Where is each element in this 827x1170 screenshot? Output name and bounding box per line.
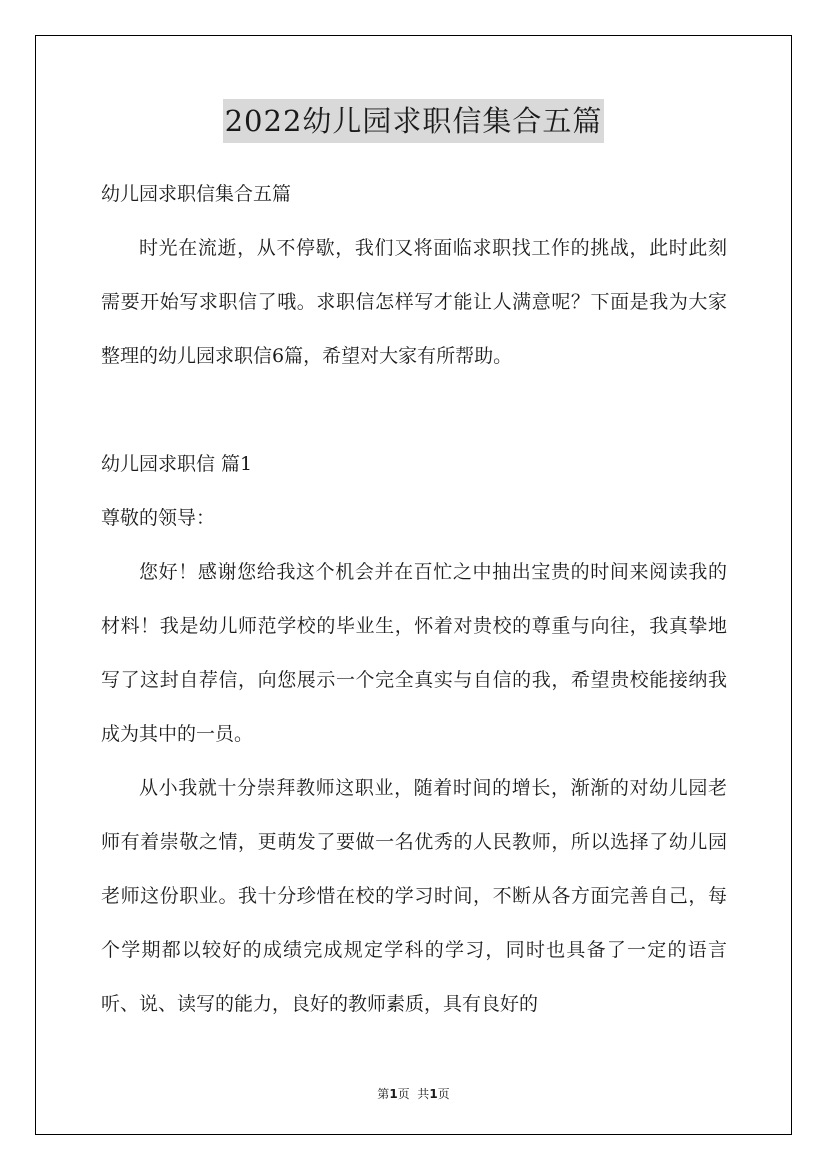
footer-page-number: 1: [389, 1087, 398, 1101]
footer-middle: 页 共: [397, 1087, 430, 1101]
footer-suffix: 页: [437, 1087, 450, 1101]
footer-prefix: 第: [377, 1087, 390, 1101]
section-heading: 幼儿园求职信 篇1: [101, 453, 253, 475]
intro-paragraph: 时光在流逝，从不停歇，我们又将面临求职找工作的挑战，此时此刻需要开始写求职信了哦。求职信怎样写才能让人满意呢？下面是我为大家整理的幼儿园求职信6篇，希望对大家有所帮助。: [101, 237, 727, 367]
body-paragraph-2: 从小我就十分崇拜教师这职业，随着时间的增长，渐渐的对幼儿园老师有着崇敬之情，更萌发了要做一名优秀的人民教师，所以选择了幼儿园老师这份职业。我十分珍惜在校的学习时间，不断从各方面完善自己，每个学期都以较好的成绩完成规定学科的学习，同时也具备了一定的语言听、说、读写的能力，良好的教师素质，具有良好的: [101, 777, 727, 1015]
footer-total-pages: 1: [429, 1087, 438, 1101]
body-paragraph-1: 您好！感谢您给我这个机会并在百忙之中抽出宝贵的时间来阅读我的材料！我是幼儿师范学校的毕业生，怀着对贵校的尊重与向往，我真挚地写了这封自荐信，向您展示一个完全真实与自信的我，希望贵校能接纳我成为其中的一员。: [101, 561, 727, 745]
document-subtitle: 幼儿园求职信集合五篇: [101, 183, 292, 205]
salutation: 尊敬的领导：: [101, 507, 216, 529]
title-wrap: [0, 99, 827, 143]
document-title: 2022幼儿园求职信集合五篇: [223, 99, 605, 143]
page-footer: [0, 1085, 827, 1102]
